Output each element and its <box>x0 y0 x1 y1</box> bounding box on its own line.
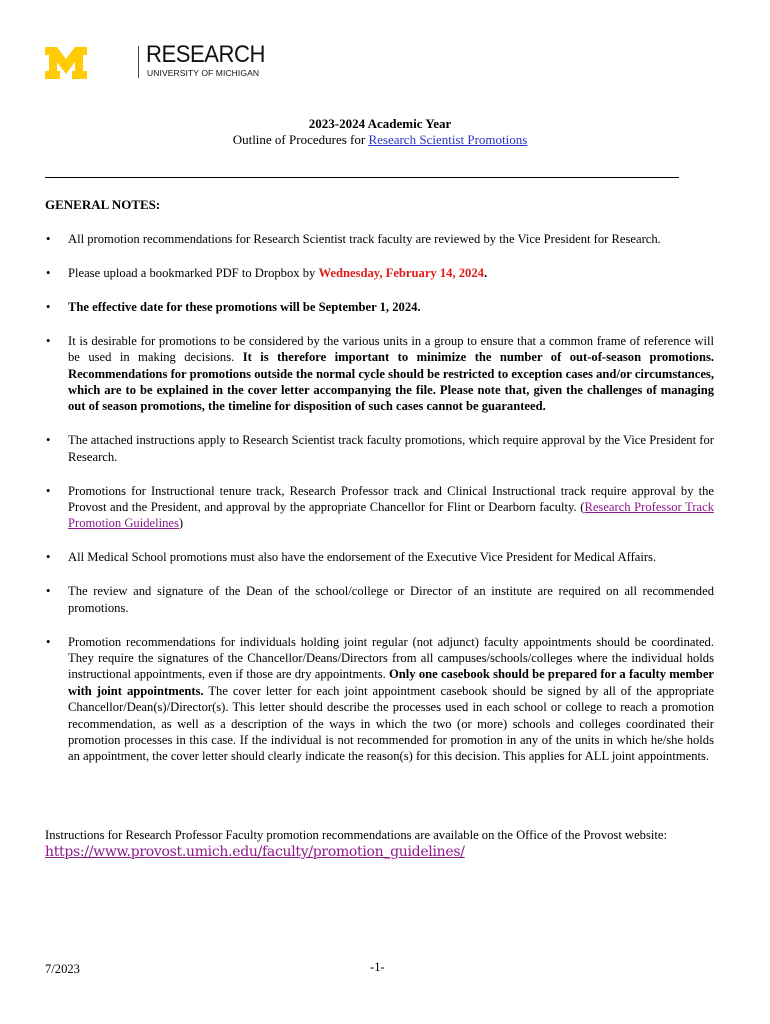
list-item: • The review and signature of the Dean of the school/college or Director of an institute are required on all recommended promotions. <box>46 584 714 615</box>
bullet-icon: • <box>46 483 51 498</box>
logo-divider <box>138 46 139 78</box>
list-item: • Promotions for Instructional tenure track, Research Professor track and Clinical Instructional track require approval by the Provost and the President, and approval by the appropriate Chancellor for Flint or Dearborn faculty. (Research Professor Track Promotion Guidelines) <box>46 483 714 531</box>
bullet-icon: • <box>46 299 51 314</box>
general-notes-heading: GENERAL NOTES: <box>45 197 161 212</box>
list-item: • The attached instructions apply to Research Scientist track faculty promotions, which require approval by the Vice President for Research. <box>46 433 714 464</box>
bullet-icon: • <box>46 232 51 246</box>
outline-subtitle: Outline of Procedures for Research Scientist Promotions <box>232 132 528 147</box>
bullet-icon: • <box>46 433 51 448</box>
academic-year-title: 2023-2024 Academic Year <box>308 116 452 131</box>
provost-guidelines-link[interactable]: https://www.provost.umich.edu/faculty/promotion_guidelines/ <box>45 844 465 860</box>
list-item: • It is desirable for promotions to be considered by the various units in a group to ensure that a common frame of reference will be used in making decisions. It is therefore important to minimize the number of out-of-season promotions. Recommendations for promotions outside the normal cycle should be restricted to exception cases and/or circumstances, which are to be explained in the cover letter accompanying the file. Please note that, given the challenges of managing out of season promotions, the timeline for disposition of such cases cannot be guaranteed. <box>46 333 714 414</box>
bullet-icon: • <box>46 634 51 649</box>
bullet-icon: • <box>46 265 51 280</box>
research-scientist-promotions-link[interactable]: Research Scientist Promotions <box>368 132 528 147</box>
provost-instructions: Instructions for Research Professor Faculty promotion recommendations are available on the Office of the Provost website: https://www.provost.umich.edu/faculty/promotion_guidelines/ <box>45 828 667 860</box>
footer-date: 7/2023 <box>45 962 80 976</box>
general-notes-list <box>45 231 714 782</box>
list-item: • The effective date for these promotions will be September 1, 2024. <box>46 299 421 314</box>
page-number: -1- <box>370 960 385 974</box>
list-item: • Promotion recommendations for individuals holding joint regular (not adjunct) faculty appointments should be coordinated. They require the signatures of the Chancellor/Deans/Directors from all campuses/schools/colleges where the individual holds instructional appointments, even if those are dry appointments. Only one casebook should be prepared for a faculty member with joint appointments. The cover letter for each joint appointment casebook should be signed by all of the appropriate Chancellor/Dean(s)/Director(s). This letter should describe the processes used in each school or college to reach a promotion recommendation, as well as a description of the ways in which the two (or more) schools and colleges coordinated their promotion processes in this case. If the individual is not recommended for promotion in any of the units in which he/she holds an appointment, the cover letter should clearly indicate the reason(s) for this decision. This applies for ALL joint appointments. <box>46 634 714 764</box>
horizontal-divider <box>45 177 679 178</box>
logo-subtitle: UNIVERSITY OF MICHIGAN <box>147 68 260 78</box>
deadline-date: Wednesday, February 14, 2024 <box>318 265 484 280</box>
research-professor-guidelines-link[interactable]: Research Professor Track Promotion Guidelines <box>68 499 714 531</box>
list-item: • All Medical School promotions must also have the endorsement of the Executive Vice President for Medical Affairs. <box>46 550 657 565</box>
list-item: • All promotion recommendations for Research Scientist track faculty are reviewed by the Vice President for Research. <box>46 232 661 246</box>
list-item: • Please upload a bookmarked PDF to Dropbox by Wednesday, February 14, 2024. <box>46 265 488 280</box>
bullet-icon: • <box>46 550 51 565</box>
bullet-icon: • <box>46 333 51 348</box>
bullet-icon: • <box>46 584 51 599</box>
logo-brand-text: RESEARCH <box>146 41 266 68</box>
block-m-icon <box>45 47 87 79</box>
